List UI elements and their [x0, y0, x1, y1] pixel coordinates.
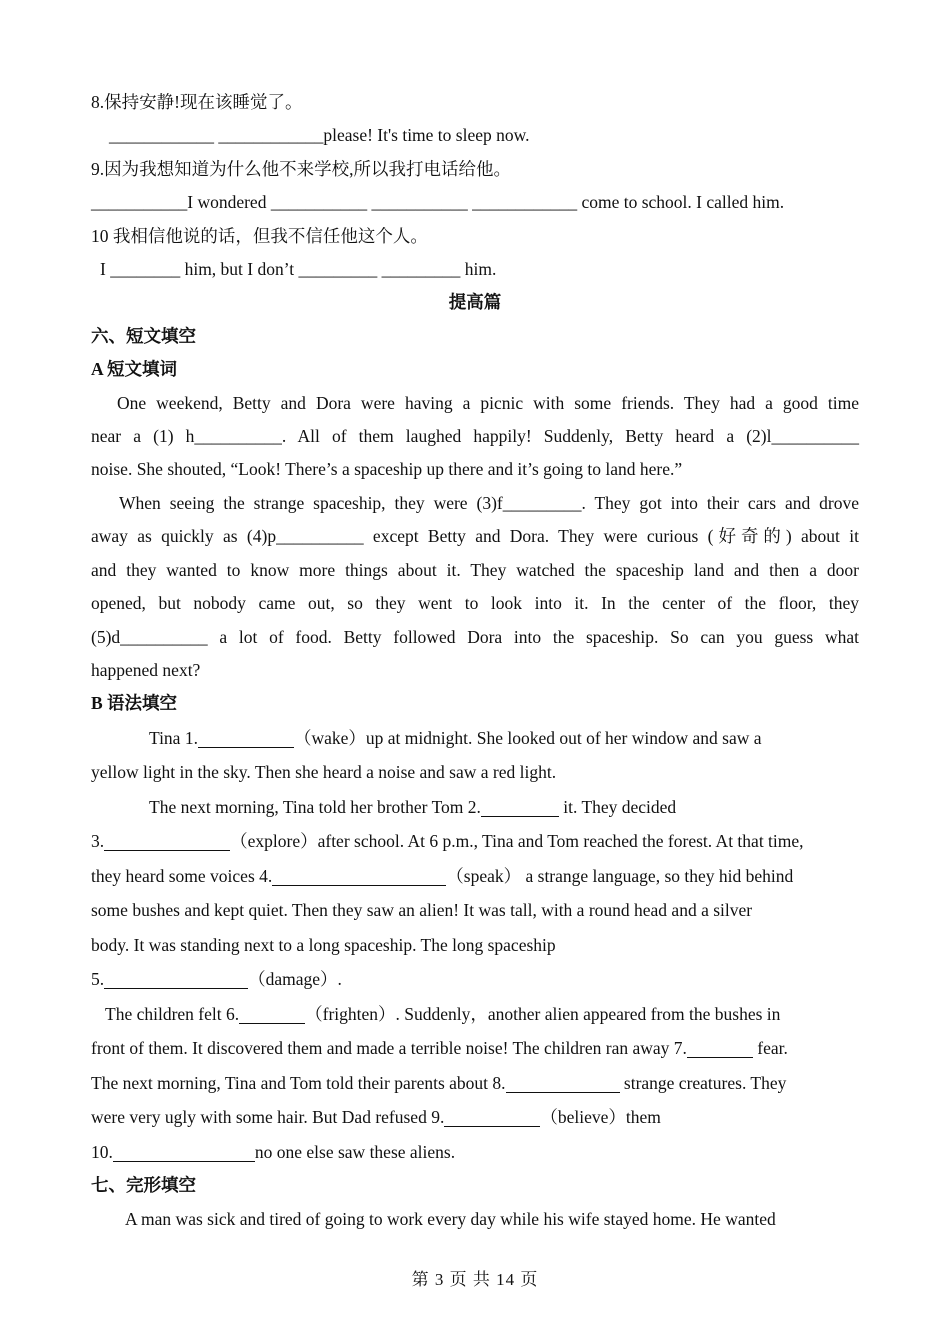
grammar-text: （believe）them [540, 1107, 661, 1128]
grammar-text: front of them. It discovered them and made a terrible noise! The children ran away 7. [91, 1038, 687, 1059]
q9-english: ___________I wondered ___________ ___________ ____________ come to school. I called him. [91, 192, 785, 213]
q10-english: I ________ him, but I don’t _________ _________ him. [100, 259, 497, 280]
cloze-line-1: A man was sick and tired of going to work every day while his wife stayed home. He wanted [125, 1208, 776, 1229]
passage-a-line: away as quickly as (4)p__________ except Betty and Dora. They were curious (好奇的) about it [91, 526, 859, 547]
section-title: 提高篇 [448, 292, 502, 313]
grammar-line-4 [91, 824, 859, 859]
grammar-text: （explore）after school. At 6 p.m., Tina and Tom reached the forest. At that time, [230, 831, 804, 852]
grammar-text: （speak） a strange language, so they hid behind [446, 865, 794, 886]
grammar-line-8 [91, 962, 859, 997]
q8-chinese: 8.保持安静!现在该睡觉了。 [91, 92, 303, 112]
q9-chinese: 9.因为我想知道为什么他不来学校,所以我打电话给他。 [91, 158, 511, 179]
passage-a-line: opened, but nobody came out, so they went to look into it. In the center of the floor, they [91, 593, 859, 614]
blank-5 [104, 969, 248, 989]
grammar-text: （damage）. [248, 969, 342, 990]
passage-a-line: One weekend, Betty and Dora were having a picnic with some friends. They had a good time [117, 392, 859, 413]
grammar-text: no one else saw these aliens. [254, 1141, 456, 1162]
q8-english: ____________ ____________please! It's time to sleep now. [109, 125, 530, 146]
passage-a-line: (5)d__________ a lot of food. Betty followed Dora into the spaceship. So can you guess what [91, 626, 859, 647]
blank-6 [239, 1004, 305, 1024]
grammar-line-6: some bushes and kept quiet. Then they saw an alien! It was tall, with a round head and a silver [91, 900, 753, 921]
page-content [91, 86, 859, 1236]
blank-7 [687, 1038, 753, 1058]
passage-a-line: near a (1) h__________. All of them laughed happily! Suddenly, Betty heard a (2)l__________ [91, 426, 859, 447]
grammar-text: Tina 1. [149, 727, 198, 748]
grammar-text: strange creatures. They [619, 1072, 787, 1093]
grammar-text: were very ugly with some hair. But Dad refused 9. [91, 1107, 445, 1128]
grammar-line-9 [91, 997, 859, 1032]
page-footer: 第 3 页 共 14 页 [411, 1270, 539, 1289]
grammar-text: fear. [752, 1038, 788, 1059]
grammar-line-7: body. It was standing next to a long spaceship. The long spaceship [91, 934, 556, 955]
part6b-heading: B 语法填空 [91, 693, 178, 714]
grammar-text: 3. [91, 831, 105, 852]
part6a-heading: A 短文填词 [91, 359, 178, 380]
blank-9 [444, 1107, 540, 1127]
grammar-text: 10. [91, 1141, 113, 1162]
blank-2 [481, 797, 559, 817]
part7-heading: 七、完形填空 [91, 1175, 196, 1196]
grammar-text: The next morning, Tina and Tom told their parents about 8. [91, 1072, 506, 1093]
grammar-text: （frighten）. Suddenly，another alien appeared from the bushes in [305, 1003, 781, 1024]
passage-a-line: happened next? [91, 659, 201, 680]
passage-a-line: and they wanted to know more things about it. They watched the spaceship land and then a door [91, 559, 859, 580]
grammar-line-13 [91, 1135, 859, 1170]
passage-a-line: When seeing the strange spaceship, they were (3)f_________. They got into their cars and drove [119, 492, 859, 513]
blank-10 [113, 1142, 255, 1162]
grammar-text: The children felt 6. [105, 1003, 240, 1024]
grammar-line-11 [91, 1066, 859, 1101]
grammar-line-10 [91, 1031, 859, 1066]
grammar-line-2: yellow light in the sky. Then she heard a noise and saw a red light. [91, 762, 557, 783]
grammar-text: it. They decided [558, 796, 677, 817]
blank-4 [272, 866, 446, 886]
grammar-line-3 [91, 790, 859, 825]
grammar-text: The next morning, Tina told her brother Tom 2. [149, 796, 481, 817]
grammar-text: 5. [91, 969, 105, 990]
part6-heading: 六、短文填空 [91, 325, 196, 346]
passage-a-line: noise. She shouted, “Look! There’s a spaceship up there and it’s going to land here.” [91, 459, 683, 480]
grammar-line-1 [91, 721, 859, 756]
grammar-text: （wake）up at midnight. She looked out of her window and saw a [293, 727, 762, 748]
blank-1 [198, 728, 294, 748]
grammar-line-5 [91, 859, 859, 894]
blank-8 [506, 1073, 620, 1093]
grammar-line-12 [91, 1100, 859, 1135]
blank-3 [104, 831, 230, 851]
q10-chinese: 10 我相信他说的话，但我不信任他这个人。 [91, 225, 428, 246]
grammar-text: they heard some voices 4. [91, 865, 273, 886]
